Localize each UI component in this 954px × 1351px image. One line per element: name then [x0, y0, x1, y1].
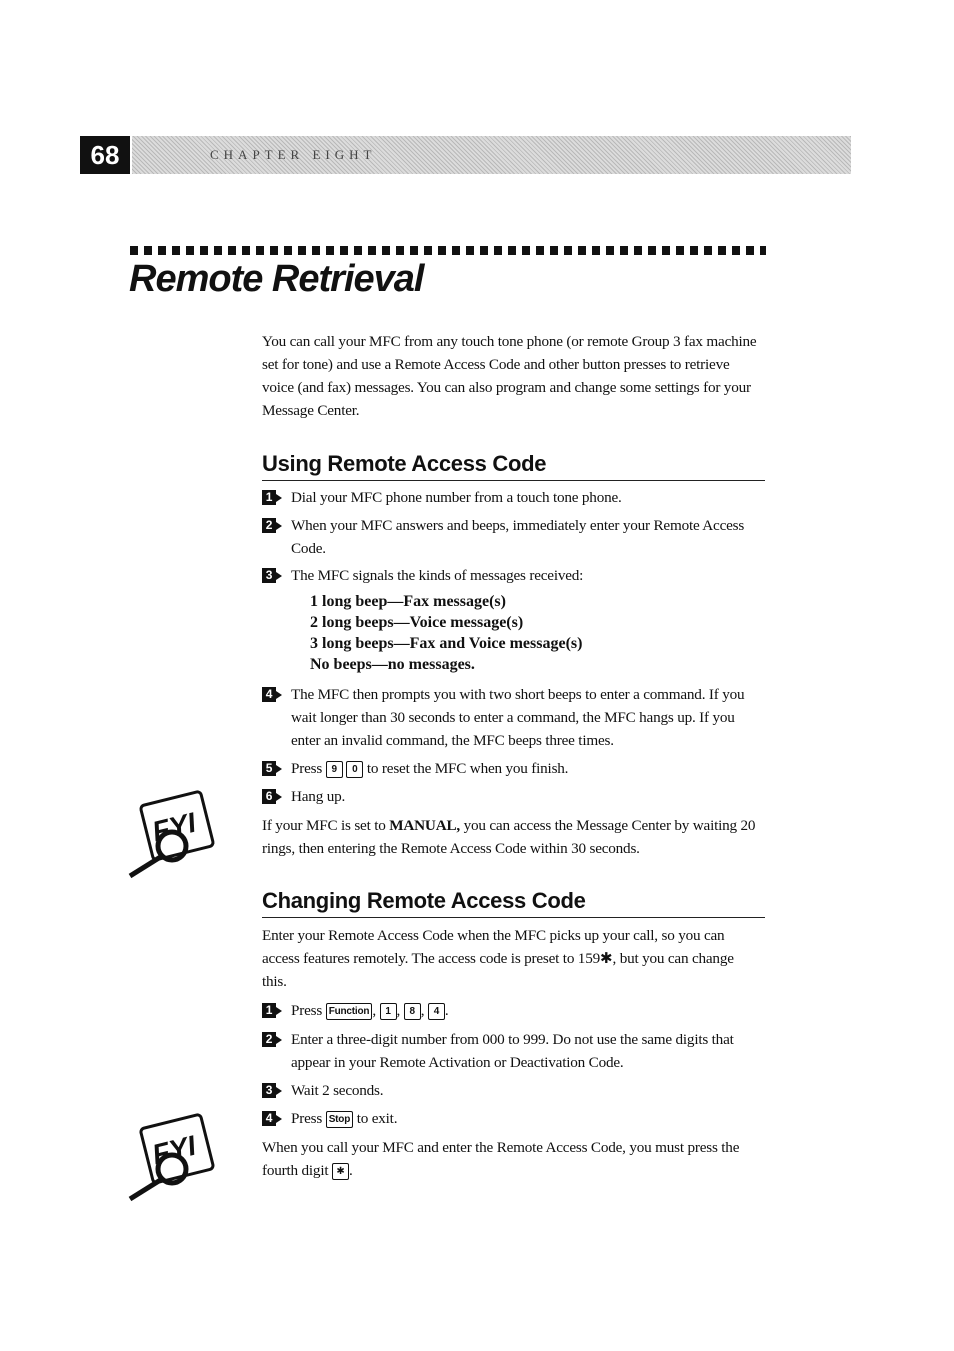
step-4-change: 4 Press Stop to exit.	[262, 1107, 762, 1130]
step-text: Enter a three-digit number from 000 to 999. Do not use the same digits that appear in your Remote Activation or Deactivation Code.	[291, 1031, 734, 1071]
step-number-marker: 2	[262, 518, 282, 533]
svg-text:FYI: FYI	[149, 1129, 199, 1171]
step-text: Wait 2 seconds.	[291, 1082, 384, 1099]
step-number-marker: 6	[262, 789, 282, 804]
page-title: Remote Retrieval	[129, 258, 424, 300]
beep-item: No beeps—no messages.	[310, 656, 475, 673]
step-3-change	[262, 1079, 762, 1102]
step-2	[262, 514, 762, 560]
step-1-change: 1 Press Function , 1 , 8 , 4 .	[262, 999, 762, 1022]
step-number-marker: 1	[262, 1003, 282, 1018]
step-number-marker: 1	[262, 490, 282, 505]
step-6	[262, 785, 762, 808]
key-function: Function	[326, 1003, 373, 1020]
step-number-marker: 3	[262, 1083, 282, 1098]
beep-item: 3 long beeps—Fax and Voice message(s)	[310, 635, 583, 652]
step-text: The MFC then prompts you with two short beeps to enter a command. If you wait longer than 30 seconds to enter a command, the MFC hangs up. If you enter an invalid command, the MFC beeps three times.	[291, 686, 745, 749]
step-5: 5 Press 9 0 to reset the MFC when you finish.	[262, 757, 762, 780]
key-9: 9	[326, 761, 343, 778]
beep-list	[310, 591, 582, 675]
page-number: 68	[80, 136, 130, 174]
step-1	[262, 486, 762, 509]
step-number-marker: 3	[262, 568, 282, 583]
step-number-marker: 5	[262, 761, 282, 776]
key-4: 4	[428, 1003, 445, 1020]
step-4	[262, 683, 762, 752]
step-number-marker: 4	[262, 1111, 282, 1126]
beep-item: 1 long beep—Fax message(s)	[310, 593, 506, 610]
beep-item: 2 long beeps—Voice message(s)	[310, 614, 524, 631]
section2-intro: Enter your Remote Access Code when the MFC picks up your call, so you can access features remotely. The access code is preset to 159✱, but you can change this.	[262, 927, 734, 990]
step-text: When your MFC answers and beeps, immediately enter your Remote Access Code.	[291, 517, 745, 557]
step-number-marker: 4	[262, 687, 282, 702]
step-text: The MFC signals the kinds of messages received:	[291, 567, 584, 584]
key-star: ✱	[332, 1163, 349, 1180]
fyi-note-star: When you call your MFC and enter the Remote Access Code, you must press the fourth digit ✱ .	[262, 1139, 740, 1179]
fyi-note-manual: If your MFC is set to MANUAL, you can access the Message Center by waiting 20 rings, then entering the Remote Access Code within 30 seconds.	[262, 817, 756, 857]
section-heading-changing: Changing Remote Access Code	[262, 888, 765, 918]
step-text: Hang up.	[291, 788, 346, 805]
fyi-magnifier-icon	[124, 790, 224, 880]
key-1: 1	[380, 1003, 397, 1020]
key-0: 0	[346, 761, 363, 778]
intro-paragraph: You can call your MFC from any touch tone phone (or remote Group 3 fax machine set for tone) and use a Remote Access Code and other button presses to retrieve voice (and fax) messages. You can also program and change some settings for your Message Center.	[262, 333, 757, 419]
dotted-rule	[130, 246, 766, 255]
step-3	[262, 564, 762, 587]
fyi-magnifier-icon	[124, 1113, 224, 1203]
svg-text:FYI: FYI	[149, 806, 199, 848]
section-heading-using: Using Remote Access Code	[262, 451, 765, 481]
header-bar	[132, 136, 851, 174]
chapter-label: CHAPTER EIGHT	[210, 147, 377, 162]
key-8: 8	[404, 1003, 421, 1020]
key-stop: Stop	[326, 1111, 353, 1128]
page-header	[80, 136, 851, 174]
step-2-change	[262, 1028, 762, 1074]
step-text: Dial your MFC phone number from a touch tone phone.	[291, 489, 622, 506]
step-number-marker: 2	[262, 1032, 282, 1047]
